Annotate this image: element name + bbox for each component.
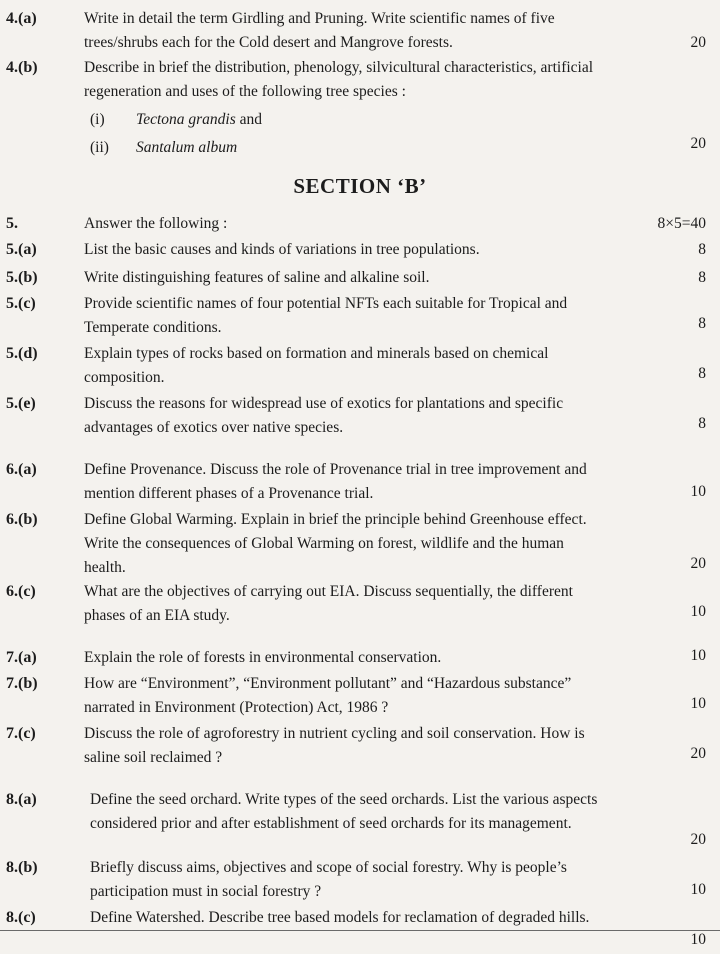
question-number: 4.(b) xyxy=(6,59,38,76)
question-line: Answer the following : xyxy=(84,215,228,232)
question-text xyxy=(90,856,706,904)
question-line: What are the objectives of carrying out EIA. Discuss sequentially, the different xyxy=(84,583,573,600)
question-text xyxy=(90,906,706,930)
question-number: 6.(a) xyxy=(6,461,37,478)
section-title: SECTION ‘B’ xyxy=(293,174,427,198)
species-roman: (ii) xyxy=(90,139,109,156)
question-marks: 8 xyxy=(698,315,706,332)
question-line: Discuss the role of agroforestry in nutrient cycling and soil conservation. How is xyxy=(84,725,585,742)
question-line: Write in detail the term Girdling and Pruning. Write scientific names of five xyxy=(84,10,555,27)
question-marks: 8 xyxy=(698,269,706,286)
question-marks: 10 xyxy=(690,603,706,620)
question-text xyxy=(84,7,706,55)
question-line: considered prior and after establishment of seed orchards for its management. xyxy=(90,815,572,832)
question-line: Define Global Warming. Explain in brief the principle behind Greenhouse effect. xyxy=(84,511,587,528)
question-text xyxy=(84,580,706,628)
question-line: Briefly discuss aims, objectives and scope of social forestry. Why is people’s xyxy=(90,859,567,876)
question-text xyxy=(84,646,706,670)
question-number: 8.(c) xyxy=(6,909,36,926)
question-marks: 8 xyxy=(698,415,706,432)
question-text xyxy=(84,292,706,340)
question-line: How are “Environment”, “Environment pollutant” and “Hazardous substance” xyxy=(84,675,572,692)
question-line: Write distinguishing features of saline and alkaline soil. xyxy=(84,269,430,286)
question-line: Describe in brief the distribution, phenology, silvicultural characteristics, artificial xyxy=(84,59,594,76)
species-name: Santalum album xyxy=(136,139,238,156)
question-marks: 20 xyxy=(690,555,706,572)
question-number: 5.(a) xyxy=(6,241,37,258)
question-line: Write the consequences of Global Warming on forest, wildlife and the human xyxy=(84,535,564,552)
question-text xyxy=(84,212,706,236)
question-number: 5.(c) xyxy=(6,295,36,312)
question-marks: 10 xyxy=(690,695,706,712)
question-marks: 20 xyxy=(690,34,706,51)
page-divider xyxy=(0,930,720,931)
question-marks: 8 xyxy=(698,241,706,258)
question-line: health. xyxy=(84,559,126,576)
question-text xyxy=(90,788,706,836)
question-number: 5.(b) xyxy=(6,269,38,286)
question-marks: 8×5=40 xyxy=(657,215,706,232)
question-number: 7.(a) xyxy=(6,649,37,666)
question-marks: 20 xyxy=(690,135,706,152)
question-number: 5.(d) xyxy=(6,345,38,362)
question-line: mention different phases of a Provenance trial. xyxy=(84,485,374,502)
question-number: 5. xyxy=(6,215,18,232)
species-item xyxy=(90,136,237,160)
question-marks: 8 xyxy=(698,365,706,382)
question-line: narrated in Environment (Protection) Act, 1986 ? xyxy=(84,699,389,716)
question-line: phases of an EIA study. xyxy=(84,607,230,624)
question-text xyxy=(84,722,706,770)
question-text xyxy=(84,266,706,290)
question-line: Define the seed orchard. Write types of the seed orchards. List the various aspects xyxy=(90,791,598,808)
question-number: 7.(b) xyxy=(6,675,38,692)
question-marks: 10 xyxy=(690,647,706,664)
question-line: Explain types of rocks based on formation and minerals based on chemical xyxy=(84,345,549,362)
question-text xyxy=(84,672,706,720)
question-line: Discuss the reasons for widespread use of exotics for plantations and specific xyxy=(84,395,564,412)
species-item xyxy=(90,108,262,132)
question-line: Define Provenance. Discuss the role of Provenance trial in tree improvement and xyxy=(84,461,587,478)
question-text xyxy=(84,508,706,580)
question-line: Temperate conditions. xyxy=(84,319,222,336)
species-name: Tectona grandis xyxy=(136,111,236,128)
species-roman: (i) xyxy=(90,111,105,128)
question-number: 5.(e) xyxy=(6,395,36,412)
question-marks: 10 xyxy=(690,881,706,898)
question-line: advantages of exotics over native species. xyxy=(84,419,344,436)
question-text xyxy=(84,458,706,506)
question-line: composition. xyxy=(84,369,165,386)
question-line: trees/shrubs each for the Cold desert and Mangrove forests. xyxy=(84,34,453,51)
question-line: saline soil reclaimed ? xyxy=(84,749,223,766)
species-suffix: and xyxy=(239,111,263,128)
question-marks: 20 xyxy=(690,745,706,762)
question-number: 6.(b) xyxy=(6,511,38,528)
question-line: regeneration and uses of the following tree species : xyxy=(84,83,406,100)
question-text xyxy=(84,342,706,390)
question-text xyxy=(84,56,706,104)
question-marks: 10 xyxy=(690,931,706,948)
question-line: Define Watershed. Describe tree based models for reclamation of degraded hills. xyxy=(90,909,590,926)
question-text xyxy=(84,238,706,262)
question-number: 8.(a) xyxy=(6,791,37,808)
question-line: participation must in social forestry ? xyxy=(90,883,322,900)
question-marks: 20 xyxy=(690,831,706,848)
question-line: Provide scientific names of four potential NFTs each suitable for Tropical and xyxy=(84,295,568,312)
question-number: 7.(c) xyxy=(6,725,36,742)
question-line: List the basic causes and kinds of variations in tree populations. xyxy=(84,241,480,258)
question-line: Explain the role of forests in environmental conservation. xyxy=(84,649,442,666)
question-number: 6.(c) xyxy=(6,583,36,600)
question-number: 8.(b) xyxy=(6,859,38,876)
question-text xyxy=(84,392,706,440)
question-marks: 10 xyxy=(690,483,706,500)
question-number: 4.(a) xyxy=(6,10,37,27)
